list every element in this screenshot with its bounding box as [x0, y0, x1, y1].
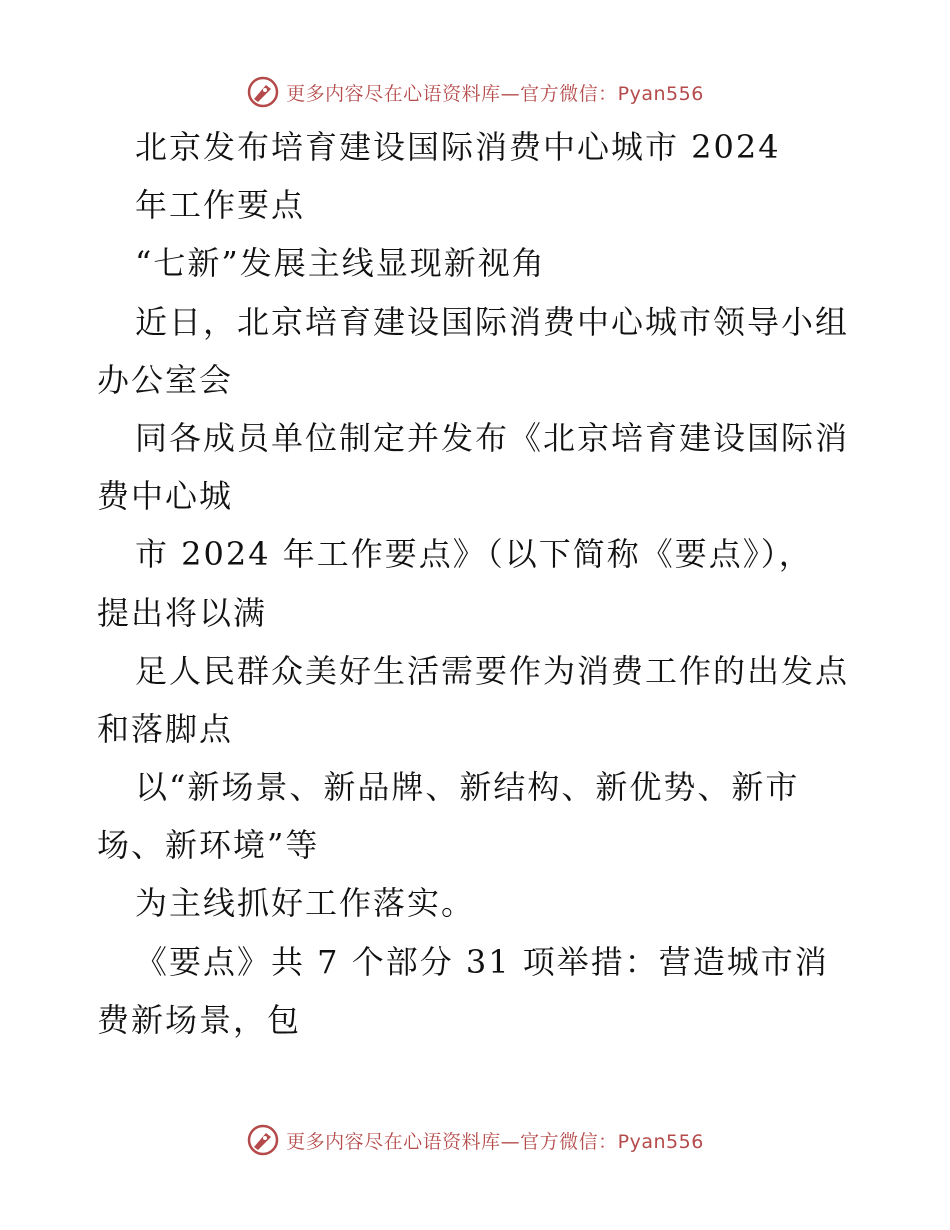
text-line: 市 2024 年工作要点》（以下简称《要点》）， [135, 535, 813, 574]
watermark-text: 更多内容尽在心语资料库—官方微信：Pyan556 [286, 82, 704, 105]
watermark-header [0, 72, 950, 112]
text-line: 办公室会 [97, 360, 234, 399]
watermark-footer [0, 1120, 950, 1160]
text-line: 《要点》共 7 个部分 31 项举措：营造城市消 [135, 942, 829, 981]
text-line: 北京发布培育建设国际消费中心城市 2024 [135, 128, 781, 166]
text-line: 费中心城 [97, 477, 234, 516]
text-line: 近日，北京培育建设国际消费中心城市领导小组 [135, 302, 850, 341]
text-line: 和落脚点 [97, 709, 234, 748]
watermark-text: 更多内容尽在心语资料库—官方微信：Pyan556 [286, 1130, 704, 1153]
text-line: 年工作要点 [135, 186, 306, 225]
text-line: 以“新场景、新品牌、新结构、新优势、新市 [135, 768, 800, 807]
text-line: 同各成员单位制定并发布《北京培育建设国际消 [135, 418, 850, 457]
text-line: 费新场景，包 [97, 1000, 302, 1039]
text-line: 足人民群众美好生活需要作为消费工作的出发点 [135, 651, 850, 690]
text-line: 提出将以满 [97, 593, 268, 632]
text-line: 为主线抓好工作落实。 [135, 884, 476, 923]
text-line: 场、新环境”等 [97, 826, 320, 865]
pen-nib-logo-icon [246, 1123, 280, 1157]
document-body [97, 118, 857, 1049]
text-line: “七新”发展主线显现新视角 [135, 244, 546, 283]
pen-nib-logo-icon [246, 75, 280, 109]
